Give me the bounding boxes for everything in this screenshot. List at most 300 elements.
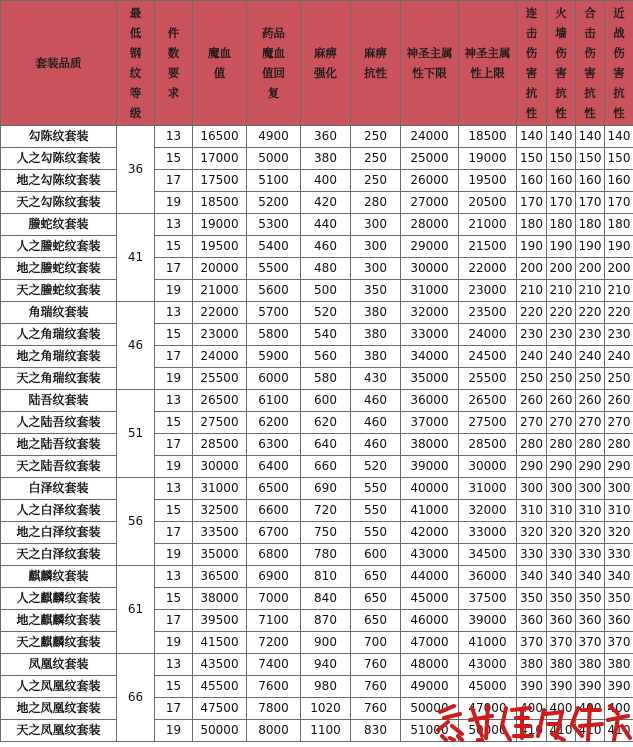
stat-cell: 400 — [547, 698, 576, 720]
stat-cell: 280 — [547, 434, 576, 456]
table-row — [1, 368, 633, 390]
stat-cell: 16500 — [193, 126, 247, 148]
stat-cell: 750 — [301, 522, 351, 544]
suit-name: 地之白泽纹套装 — [1, 522, 117, 544]
stat-cell: 140 — [605, 126, 633, 148]
stat-cell: 13 — [155, 126, 193, 148]
header-potion-recovery: 药品 魔血 值回 复 — [247, 1, 301, 126]
table-row — [1, 390, 633, 412]
stat-cell: 180 — [517, 214, 547, 236]
stat-cell: 6900 — [247, 566, 301, 588]
stat-cell: 150 — [576, 148, 605, 170]
stat-cell: 19 — [155, 456, 193, 478]
stat-cell: 170 — [517, 192, 547, 214]
stat-cell: 38000 — [401, 434, 459, 456]
suit-name: 天之麒麟纹套装 — [1, 632, 117, 654]
stat-cell: 32500 — [193, 500, 247, 522]
stat-cell: 15 — [155, 236, 193, 258]
stat-cell: 310 — [605, 500, 633, 522]
stat-cell: 330 — [547, 544, 576, 566]
stat-cell: 36500 — [193, 566, 247, 588]
stat-cell: 33000 — [401, 324, 459, 346]
stat-cell: 940 — [301, 654, 351, 676]
stat-cell: 390 — [517, 676, 547, 698]
stat-cell: 19 — [155, 368, 193, 390]
stat-cell: 400 — [605, 698, 633, 720]
stat-cell: 210 — [517, 280, 547, 302]
stat-cell: 24000 — [459, 324, 517, 346]
stat-cell: 13 — [155, 214, 193, 236]
stat-cell: 8000 — [247, 720, 301, 742]
stat-cell: 370 — [517, 632, 547, 654]
stat-cell: 6700 — [247, 522, 301, 544]
table-row — [1, 434, 633, 456]
stat-cell: 320 — [547, 522, 576, 544]
stat-cell: 280 — [517, 434, 547, 456]
stat-cell: 19 — [155, 720, 193, 742]
table-row — [1, 236, 633, 258]
stat-cell: 15 — [155, 588, 193, 610]
stat-cell: 280 — [351, 192, 401, 214]
stat-cell: 250 — [351, 170, 401, 192]
stat-cell: 300 — [351, 236, 401, 258]
stat-cell: 19 — [155, 544, 193, 566]
stat-cell: 190 — [517, 236, 547, 258]
stat-cell: 19 — [155, 280, 193, 302]
stat-cell: 320 — [576, 522, 605, 544]
stat-cell: 17 — [155, 522, 193, 544]
stat-cell: 43000 — [459, 654, 517, 676]
table-row — [1, 588, 633, 610]
table-row — [1, 412, 633, 434]
suit-name: 白泽纹套装 — [1, 478, 117, 500]
stat-cell: 840 — [301, 588, 351, 610]
stat-cell: 5300 — [247, 214, 301, 236]
stat-cell: 330 — [605, 544, 633, 566]
stat-cell: 19500 — [459, 170, 517, 192]
stat-cell: 370 — [605, 632, 633, 654]
stat-cell: 640 — [301, 434, 351, 456]
stat-cell: 19 — [155, 632, 193, 654]
stat-cell: 160 — [576, 170, 605, 192]
stat-cell: 250 — [351, 126, 401, 148]
stat-cell: 5000 — [247, 148, 301, 170]
suit-name: 麒麟纹套装 — [1, 566, 117, 588]
stat-cell: 370 — [576, 632, 605, 654]
stat-cell: 380 — [547, 654, 576, 676]
watermark-logo — [432, 696, 632, 746]
stat-cell: 30000 — [459, 456, 517, 478]
table-row — [1, 456, 633, 478]
stat-cell: 47500 — [193, 698, 247, 720]
stat-cell: 180 — [576, 214, 605, 236]
stat-cell: 230 — [517, 324, 547, 346]
stat-cell: 660 — [301, 456, 351, 478]
stat-cell: 6300 — [247, 434, 301, 456]
stat-cell: 25000 — [401, 148, 459, 170]
stat-cell: 19000 — [193, 214, 247, 236]
table-row — [1, 258, 633, 280]
stat-cell: 270 — [576, 412, 605, 434]
suit-name: 人之角瑞纹套装 — [1, 324, 117, 346]
stat-cell: 5500 — [247, 258, 301, 280]
stat-cell: 760 — [351, 654, 401, 676]
stat-cell: 6800 — [247, 544, 301, 566]
stat-cell: 460 — [351, 434, 401, 456]
stat-cell: 49000 — [401, 676, 459, 698]
stat-cell: 250 — [605, 368, 633, 390]
stat-cell: 45000 — [401, 588, 459, 610]
stat-cell: 18500 — [193, 192, 247, 214]
stat-cell: 250 — [547, 368, 576, 390]
stat-cell: 330 — [576, 544, 605, 566]
table-row — [1, 126, 633, 148]
stat-cell: 210 — [547, 280, 576, 302]
stat-cell: 51000 — [401, 720, 459, 742]
header-holy-min: 神圣主属 性下限 — [401, 1, 459, 126]
table-row — [1, 500, 633, 522]
suit-name: 天之角瑞纹套装 — [1, 368, 117, 390]
stat-cell: 48000 — [401, 654, 459, 676]
stat-cell: 250 — [576, 368, 605, 390]
stat-cell: 350 — [605, 588, 633, 610]
stat-cell: 1020 — [301, 698, 351, 720]
header-firewall-resist: 火 墙 伤 害 抗 性 — [547, 1, 576, 126]
header-melee-resist: 近 战 伤 害 抗 性 — [605, 1, 633, 126]
stat-cell: 400 — [301, 170, 351, 192]
stat-cell: 41000 — [459, 632, 517, 654]
table-row — [1, 478, 633, 500]
min-level-cell: 51 — [117, 390, 155, 478]
header-paralysis-resist: 麻痹 抗性 — [351, 1, 401, 126]
stat-cell: 360 — [547, 610, 576, 632]
stat-cell: 26000 — [401, 170, 459, 192]
stat-cell: 870 — [301, 610, 351, 632]
stat-cell: 6200 — [247, 412, 301, 434]
stat-cell: 650 — [351, 588, 401, 610]
stat-cell: 5700 — [247, 302, 301, 324]
stat-cell: 290 — [605, 456, 633, 478]
stat-cell: 15 — [155, 676, 193, 698]
stat-cell: 600 — [301, 390, 351, 412]
stat-cell: 50000 — [193, 720, 247, 742]
stat-cell: 50000 — [401, 698, 459, 720]
stat-cell: 33500 — [193, 522, 247, 544]
suit-name: 天之凤凰纹套装 — [1, 720, 117, 742]
stat-cell: 270 — [547, 412, 576, 434]
stat-cell: 230 — [605, 324, 633, 346]
suit-name: 勾陈纹套装 — [1, 126, 117, 148]
stat-cell: 39000 — [401, 456, 459, 478]
stat-cell: 200 — [576, 258, 605, 280]
stat-cell: 410 — [517, 720, 547, 742]
min-level-cell: 36 — [117, 126, 155, 214]
stat-cell: 5400 — [247, 236, 301, 258]
stat-cell: 13 — [155, 390, 193, 412]
stat-cell: 5600 — [247, 280, 301, 302]
stat-cell: 340 — [517, 566, 547, 588]
suit-name: 人之螣蛇纹套装 — [1, 236, 117, 258]
stat-cell: 240 — [547, 346, 576, 368]
stat-cell: 380 — [351, 324, 401, 346]
header-min-level: 最 低 钢 纹 等 级 — [117, 1, 155, 126]
stat-cell: 370 — [547, 632, 576, 654]
stat-cell: 25500 — [459, 368, 517, 390]
stat-cell: 13 — [155, 566, 193, 588]
stat-cell: 17000 — [193, 148, 247, 170]
stat-cell: 17 — [155, 610, 193, 632]
stat-cell: 28500 — [459, 434, 517, 456]
suit-name: 地之螣蛇纹套装 — [1, 258, 117, 280]
stat-cell: 20000 — [193, 258, 247, 280]
header-suit-quality: 套装品质 — [1, 1, 117, 126]
stat-cell: 210 — [576, 280, 605, 302]
stat-cell: 25500 — [193, 368, 247, 390]
suit-name: 地之麒麟纹套装 — [1, 610, 117, 632]
stat-cell: 19 — [155, 192, 193, 214]
stat-cell: 550 — [351, 522, 401, 544]
stat-cell: 340 — [547, 566, 576, 588]
stat-cell: 37500 — [459, 588, 517, 610]
suit-name: 天之勾陈纹套装 — [1, 192, 117, 214]
stat-cell: 15 — [155, 324, 193, 346]
stat-cell: 28000 — [401, 214, 459, 236]
stat-cell: 180 — [605, 214, 633, 236]
stat-cell: 43000 — [401, 544, 459, 566]
stat-cell: 170 — [605, 192, 633, 214]
stat-cell: 140 — [517, 126, 547, 148]
table-row — [1, 214, 633, 236]
stat-cell: 170 — [547, 192, 576, 214]
stat-cell: 47000 — [459, 698, 517, 720]
stat-cell: 6400 — [247, 456, 301, 478]
stat-cell: 180 — [547, 214, 576, 236]
table-row — [1, 148, 633, 170]
stat-cell: 32000 — [459, 500, 517, 522]
stat-cell: 17 — [155, 170, 193, 192]
stat-cell: 270 — [605, 412, 633, 434]
stat-cell: 460 — [351, 412, 401, 434]
stat-cell: 17500 — [193, 170, 247, 192]
stat-cell: 140 — [547, 126, 576, 148]
stat-cell: 620 — [301, 412, 351, 434]
stat-cell: 24000 — [401, 126, 459, 148]
stat-cell: 300 — [547, 478, 576, 500]
stat-cell: 5900 — [247, 346, 301, 368]
stat-cell: 360 — [576, 610, 605, 632]
stat-cell: 27500 — [459, 412, 517, 434]
stat-cell: 170 — [576, 192, 605, 214]
stat-cell: 24000 — [193, 346, 247, 368]
table-row — [1, 566, 633, 588]
stat-cell: 43500 — [193, 654, 247, 676]
table-row — [1, 654, 633, 676]
stat-cell: 300 — [517, 478, 547, 500]
stat-cell: 160 — [605, 170, 633, 192]
suit-name: 人之勾陈纹套装 — [1, 148, 117, 170]
stat-cell: 220 — [576, 302, 605, 324]
stat-cell: 23500 — [459, 302, 517, 324]
stat-cell: 15 — [155, 148, 193, 170]
stat-cell: 42000 — [401, 522, 459, 544]
stat-cell: 7600 — [247, 676, 301, 698]
stat-cell: 36000 — [459, 566, 517, 588]
table-row — [1, 522, 633, 544]
header-holy-max: 神圣主属 性上限 — [459, 1, 517, 126]
stat-cell: 440 — [301, 214, 351, 236]
suit-name: 凤凰纹套装 — [1, 654, 117, 676]
stat-cell: 350 — [351, 280, 401, 302]
stat-cell: 23000 — [459, 280, 517, 302]
stat-cell: 37000 — [401, 412, 459, 434]
suit-name: 人之白泽纹套装 — [1, 500, 117, 522]
stat-cell: 13 — [155, 302, 193, 324]
table-row — [1, 280, 633, 302]
table-row — [1, 302, 633, 324]
stat-cell: 520 — [301, 302, 351, 324]
stat-cell: 190 — [605, 236, 633, 258]
stat-cell: 290 — [517, 456, 547, 478]
stat-cell: 190 — [547, 236, 576, 258]
stat-cell: 1100 — [301, 720, 351, 742]
stat-cell: 310 — [576, 500, 605, 522]
stat-cell: 7000 — [247, 588, 301, 610]
stat-cell: 360 — [605, 610, 633, 632]
stat-cell: 41000 — [401, 500, 459, 522]
stat-cell: 580 — [301, 368, 351, 390]
stat-cell: 320 — [517, 522, 547, 544]
stat-cell: 340 — [576, 566, 605, 588]
stat-cell: 380 — [576, 654, 605, 676]
table-row — [1, 676, 633, 698]
stat-cell: 6600 — [247, 500, 301, 522]
min-level-cell: 56 — [117, 478, 155, 566]
stat-cell: 13 — [155, 478, 193, 500]
header-combined-resist: 合 击 伤 害 抗 性 — [576, 1, 605, 126]
stat-cell: 150 — [517, 148, 547, 170]
min-level-cell: 41 — [117, 214, 155, 302]
stat-cell: 780 — [301, 544, 351, 566]
suit-name: 陆吾纹套装 — [1, 390, 117, 412]
stat-cell: 22000 — [459, 258, 517, 280]
min-level-cell: 46 — [117, 302, 155, 390]
stat-cell: 33000 — [459, 522, 517, 544]
stat-cell: 300 — [576, 478, 605, 500]
stat-cell: 220 — [547, 302, 576, 324]
stat-cell: 34000 — [401, 346, 459, 368]
stat-cell: 240 — [517, 346, 547, 368]
stat-cell: 35000 — [193, 544, 247, 566]
stat-cell: 15 — [155, 500, 193, 522]
stat-cell: 540 — [301, 324, 351, 346]
stat-cell: 31000 — [401, 280, 459, 302]
stat-cell: 550 — [351, 500, 401, 522]
stat-cell: 46000 — [401, 610, 459, 632]
suit-name: 天之螣蛇纹套装 — [1, 280, 117, 302]
stat-cell: 380 — [301, 148, 351, 170]
stat-cell: 300 — [351, 258, 401, 280]
stat-cell: 24500 — [459, 346, 517, 368]
stat-cell: 420 — [301, 192, 351, 214]
stat-cell: 6000 — [247, 368, 301, 390]
stat-cell: 26500 — [193, 390, 247, 412]
stat-cell: 220 — [517, 302, 547, 324]
stat-cell: 7200 — [247, 632, 301, 654]
stat-cell: 650 — [351, 566, 401, 588]
table-row — [1, 544, 633, 566]
stat-cell: 390 — [576, 676, 605, 698]
stat-cell: 30000 — [401, 258, 459, 280]
stat-cell: 200 — [605, 258, 633, 280]
stat-cell: 38000 — [193, 588, 247, 610]
stat-cell: 17 — [155, 258, 193, 280]
stat-cell: 31000 — [459, 478, 517, 500]
stat-cell: 390 — [605, 676, 633, 698]
stat-cell: 230 — [547, 324, 576, 346]
stat-cell: 47000 — [401, 632, 459, 654]
stat-cell: 19500 — [193, 236, 247, 258]
min-level-cell: 66 — [117, 654, 155, 742]
stat-cell: 460 — [301, 236, 351, 258]
stat-cell: 310 — [547, 500, 576, 522]
stat-cell: 560 — [301, 346, 351, 368]
stat-cell: 240 — [576, 346, 605, 368]
stat-cell: 39500 — [193, 610, 247, 632]
stat-cell: 17 — [155, 434, 193, 456]
stat-cell: 350 — [547, 588, 576, 610]
stat-cell: 5200 — [247, 192, 301, 214]
stat-cell: 320 — [605, 522, 633, 544]
stat-cell: 22000 — [193, 302, 247, 324]
stat-cell: 300 — [605, 478, 633, 500]
stat-cell: 290 — [576, 456, 605, 478]
suit-name: 人之麒麟纹套装 — [1, 588, 117, 610]
stat-cell: 380 — [517, 654, 547, 676]
stat-cell: 360 — [517, 610, 547, 632]
stat-cell: 520 — [351, 456, 401, 478]
header-combo-resist: 连 击 伤 害 抗 性 — [517, 1, 547, 126]
table-row — [1, 632, 633, 654]
stat-cell: 600 — [351, 544, 401, 566]
table-row — [1, 324, 633, 346]
stat-cell: 35000 — [401, 368, 459, 390]
stat-cell: 15 — [155, 412, 193, 434]
stat-cell: 31000 — [193, 478, 247, 500]
suit-name: 人之凤凰纹套装 — [1, 676, 117, 698]
stat-cell: 34500 — [459, 544, 517, 566]
stat-cell: 350 — [576, 588, 605, 610]
stat-cell: 160 — [547, 170, 576, 192]
stat-cell: 7400 — [247, 654, 301, 676]
stat-cell: 260 — [576, 390, 605, 412]
stat-cell: 200 — [547, 258, 576, 280]
stat-cell: 200 — [517, 258, 547, 280]
stat-cell: 230 — [576, 324, 605, 346]
stat-cell: 6100 — [247, 390, 301, 412]
stat-cell: 27500 — [193, 412, 247, 434]
header-hp: 魔血 值 — [193, 1, 247, 126]
stat-cell: 36000 — [401, 390, 459, 412]
suit-name: 角瑞纹套装 — [1, 302, 117, 324]
table-row — [1, 192, 633, 214]
stat-cell: 260 — [605, 390, 633, 412]
stat-cell: 300 — [351, 214, 401, 236]
stat-cell: 250 — [517, 368, 547, 390]
stat-cell: 380 — [351, 302, 401, 324]
stat-cell: 240 — [605, 346, 633, 368]
suit-name: 地之角瑞纹套装 — [1, 346, 117, 368]
stat-cell: 26500 — [459, 390, 517, 412]
